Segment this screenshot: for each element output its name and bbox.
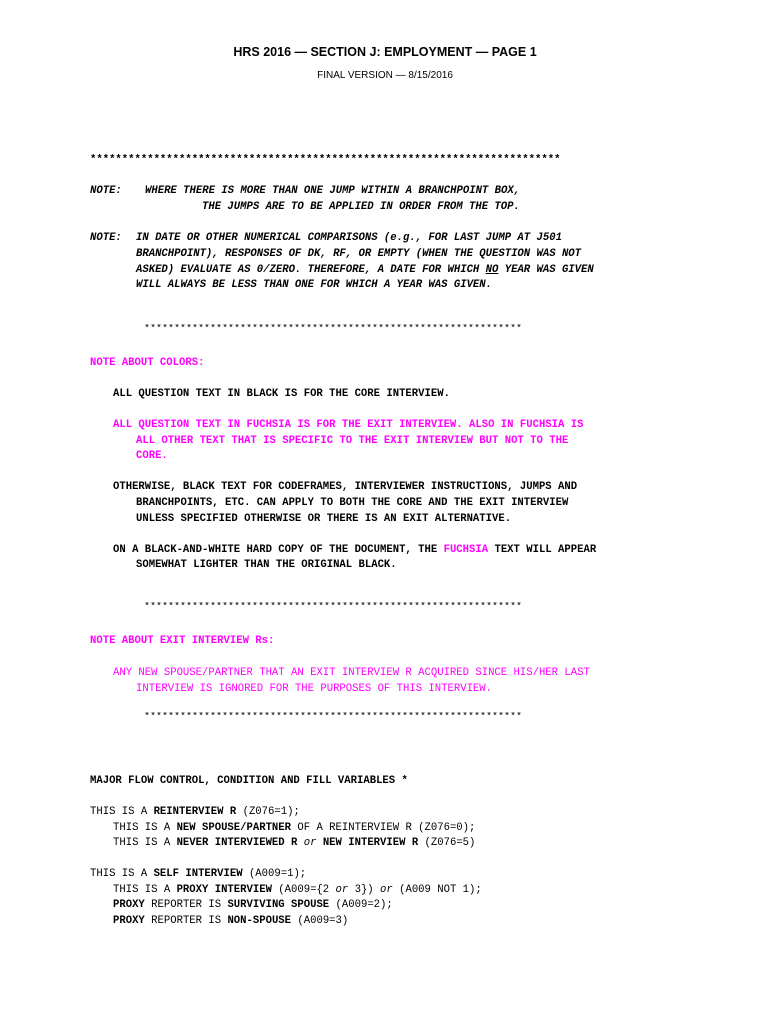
- separator-stars: ***************************************************************: [144, 712, 523, 723]
- colors-p3-line2: BRANCHPOINTS, ETC. CAN APPLY TO BOTH THE CORE AND THE EXIT INTERVIEW: [136, 497, 569, 509]
- underlined-no: NO: [485, 264, 499, 276]
- reint-line1: THIS IS A REINTERVIEW R (Z076=1);: [90, 806, 300, 818]
- separator-stars: **************************************************************************: [90, 154, 561, 166]
- colors-p1: ALL QUESTION TEXT IN BLACK IS FOR THE CORE INTERVIEW.: [113, 388, 450, 400]
- self-line4: PROXY REPORTER IS NON-SPOUSE (A009=3): [113, 915, 349, 927]
- note-label: NOTE:: [90, 232, 122, 244]
- note2-line1: IN DATE OR OTHER NUMERICAL COMPARISONS (e.g., FOR LAST JUMP AT J501: [136, 232, 562, 244]
- note2-line3: ASKED) EVALUATE AS 0/ZERO. THEREFORE, A DATE FOR WHICH NO YEAR WAS GIVEN: [136, 264, 594, 276]
- exit-line2: INTERVIEW IS IGNORED FOR THE PURPOSES OF THIS INTERVIEW.: [136, 683, 493, 695]
- flow-heading: MAJOR FLOW CONTROL, CONDITION AND FILL VARIABLES *: [90, 775, 408, 787]
- colors-p3-line1: OTHERWISE, BLACK TEXT FOR CODEFRAMES, INTERVIEWER INSTRUCTIONS, JUMPS AND: [113, 481, 578, 493]
- note2-line2: BRANCHPOINT), RESPONSES OF DK, RF, OR EMPTY (WHEN THE QUESTION WAS NOT: [136, 248, 582, 260]
- page-title: HRS 2016 — SECTION J: EMPLOYMENT — PAGE 1: [233, 45, 537, 59]
- note1-line1: WHERE THERE IS MORE THAN ONE JUMP WITHIN A BRANCHPOINT BOX,: [145, 185, 521, 197]
- separator-stars: ***************************************************************: [144, 602, 523, 613]
- colors-p4-line1: ON A BLACK-AND-WHITE HARD COPY OF THE DOCUMENT, THE FUCHSIA TEXT WILL APPEAR: [113, 544, 597, 556]
- colors-heading: NOTE ABOUT COLORS:: [90, 357, 205, 369]
- note-label: NOTE:: [90, 185, 122, 197]
- colors-p2-line1: ALL QUESTION TEXT IN FUCHSIA IS FOR THE EXIT INTERVIEW. ALSO IN FUCHSIA IS: [113, 419, 584, 431]
- version-subtitle: FINAL VERSION — 8/15/2016: [317, 70, 453, 81]
- colors-p2-line2: ALL OTHER TEXT THAT IS SPECIFIC TO THE EXIT INTERVIEW BUT NOT TO THE: [136, 435, 569, 447]
- reint-line2: THIS IS A NEW SPOUSE/PARTNER OF A REINTERVIEW R (Z076=0);: [113, 822, 476, 834]
- note2-line4: WILL ALWAYS BE LESS THAN ONE FOR WHICH A YEAR WAS GIVEN.: [136, 279, 493, 291]
- self-line3: PROXY REPORTER IS SURVIVING SPOUSE (A009=2);: [113, 899, 393, 911]
- note1-line2: THE JUMPS ARE TO BE APPLIED IN ORDER FROM THE TOP.: [202, 201, 520, 213]
- self-line1: THIS IS A SELF INTERVIEW (A009=1);: [90, 868, 307, 880]
- exit-line1: ANY NEW SPOUSE/PARTNER THAT AN EXIT INTERVIEW R ACQUIRED SINCE HIS/HER LAST: [113, 667, 590, 679]
- exit-heading: NOTE ABOUT EXIT INTERVIEW Rs:: [90, 635, 275, 647]
- self-line2: THIS IS A PROXY INTERVIEW (A009={2 or 3}) or (A009 NOT 1);: [113, 884, 482, 896]
- colors-p3-line3: UNLESS SPECIFIED OTHERWISE OR THERE IS AN EXIT ALTERNATIVE.: [136, 513, 512, 525]
- separator-stars: ***************************************************************: [144, 324, 523, 335]
- colors-p4-line2: SOMEWHAT LIGHTER THAN THE ORIGINAL BLACK.: [136, 559, 397, 571]
- reint-line3: THIS IS A NEVER INTERVIEWED R or NEW INTERVIEW R (Z076=5): [113, 837, 476, 849]
- colors-p2-line3: CORE.: [136, 450, 168, 462]
- fuchsia-word: FUCHSIA: [443, 544, 489, 556]
